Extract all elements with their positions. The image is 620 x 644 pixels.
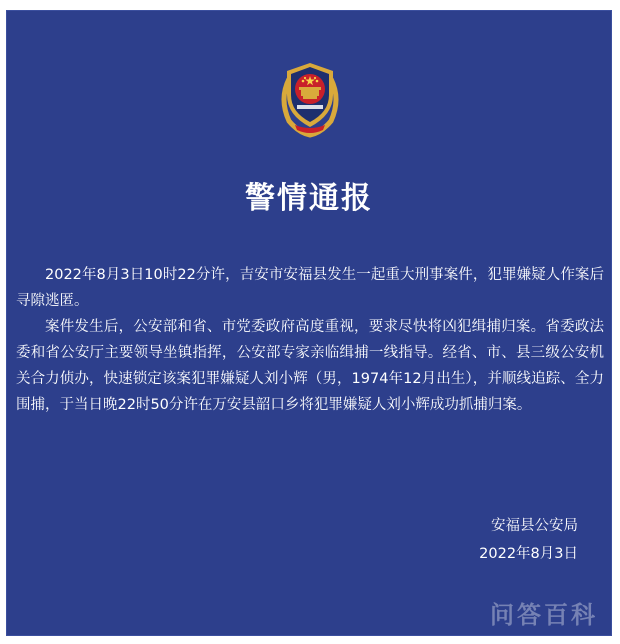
issue-date: 2022年8月3日 (479, 546, 578, 562)
issuer-name: 安福县公安局 (491, 518, 578, 534)
notice-paragraph: 2022年8月3日10时22分许，吉安市安福县发生一起重大刑事案件，犯罪嫌疑人作案后寻隙逃匿。 (16, 267, 604, 309)
notice-panel (6, 10, 612, 636)
notice-paragraph: 案件发生后，公安部和省、市党委政府高度重视，要求尽快将凶犯缉捕归案。省委政法委和省公安厅主要领导坐镇指挥，公安部专家亲临缉捕一线指导。经省、市、县三级公安机关合力侦办，快速锁定该案犯罪嫌疑人刘小辉（男，1974年12月出生），并顺线追踪、全力围捕，于当日晚22时50分许在万安县韶口乡将犯罪嫌疑人刘小辉成功抓捕归案。 (16, 319, 604, 413)
police-emblem-icon (277, 59, 343, 139)
watermark: 问答百科 (490, 601, 598, 629)
notice-title: 警情通报 (245, 181, 373, 216)
notice-body (16, 262, 604, 418)
